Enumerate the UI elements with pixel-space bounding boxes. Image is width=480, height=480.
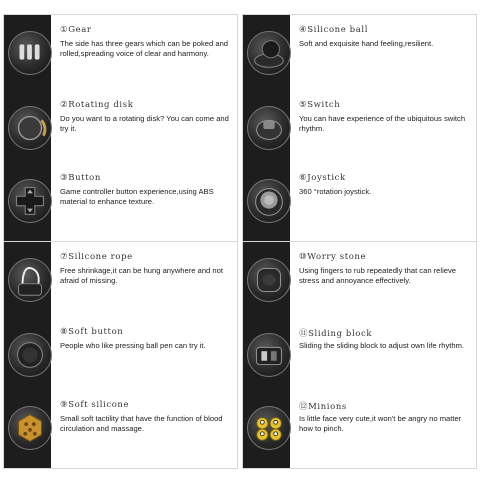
gear-icon	[8, 31, 52, 75]
soft-silicone-icon	[8, 406, 52, 450]
minions-icon	[247, 406, 291, 450]
feature-panel-4	[242, 241, 477, 469]
feature-description: Do you want to a rotating disk? You can come and try it.	[60, 114, 229, 133]
feature-soft-silicone	[4, 394, 237, 464]
feature-description: Free shrinkage,it can be hung anywhere and not afraid of missing.	[60, 266, 223, 285]
feature-sliding-block	[243, 321, 476, 391]
feature-description: Is little face very cute,it won't be angry no matter how to pinch.	[299, 414, 462, 433]
feature-gear	[4, 19, 237, 89]
feature-panel-3	[3, 241, 238, 469]
feature-rotating-disk	[4, 94, 237, 164]
feature-title: ⑦Silicone rope	[60, 252, 133, 262]
dpad-button-icon	[8, 179, 52, 223]
rotating-disk-icon	[8, 106, 52, 150]
feature-title: ⑩Worry stone	[299, 252, 367, 262]
feature-button	[4, 167, 237, 237]
feature-silicone-rope	[4, 246, 237, 316]
feature-description: Soft and exquisite hand feeling,resilient.	[299, 39, 434, 48]
silicone-rope-icon	[8, 258, 52, 302]
feature-worry-stone	[243, 246, 476, 316]
joystick-icon	[247, 179, 291, 223]
feature-title: ①Gear	[60, 25, 92, 35]
feature-title: ⑪Sliding block	[299, 329, 373, 339]
feature-title: ⑧Soft button	[60, 327, 124, 337]
feature-description: People who like pressing ball pen can try it.	[60, 341, 206, 350]
feature-switch	[243, 94, 476, 164]
feature-title: ⑤Switch	[299, 100, 341, 110]
feature-title: ⑨Soft silicone	[60, 400, 130, 410]
feature-silicone-ball	[243, 19, 476, 89]
feature-description: You can have experience of the ubiquitous switch rhythm.	[299, 114, 466, 133]
feature-soft-button	[4, 321, 237, 391]
soft-button-icon	[8, 333, 52, 377]
feature-panel-1	[3, 14, 238, 242]
feature-minions	[243, 394, 476, 464]
worry-stone-icon	[247, 258, 291, 302]
sliding-block-icon	[247, 333, 291, 377]
feature-title: ④Silicone ball	[299, 25, 369, 35]
feature-description: Sliding the sliding block to adjust own life rhythm.	[299, 341, 465, 350]
feature-description: Game controller button experience,using ABS material to enhance texture.	[60, 187, 214, 206]
feature-panel-2	[242, 14, 477, 242]
feature-description: Small soft tactility that have the function of blood circulation and massage.	[60, 414, 223, 433]
feature-description: The side has three gears which can be poked and rolled,spreading voice of clear and harmony.	[60, 39, 229, 58]
feature-title: ⑫Minions	[299, 402, 347, 412]
switch-icon	[247, 106, 291, 150]
feature-joystick	[243, 167, 476, 237]
feature-description: Using fingers to rub repeatedly that can relieve stress and annoyance effectively.	[299, 266, 457, 285]
silicone-ball-icon	[247, 31, 291, 75]
feature-description: 360 °rotation joystick.	[299, 187, 372, 196]
feature-title: ③Button	[60, 173, 101, 183]
feature-title: ②Rotating disk	[60, 100, 134, 110]
feature-title: ⑥Joystick	[299, 173, 346, 183]
